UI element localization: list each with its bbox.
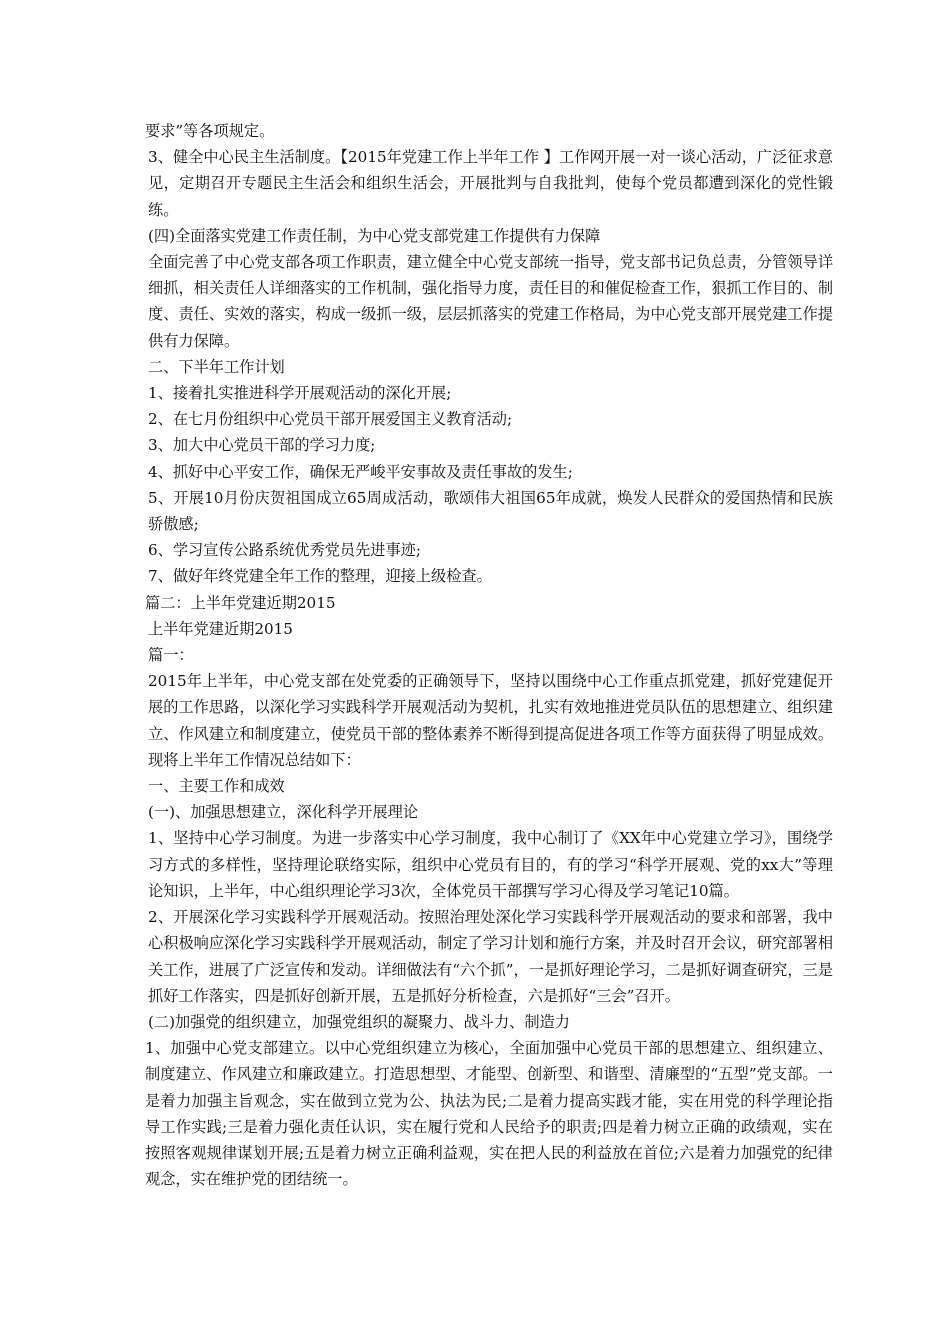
plan-item-3: 3、加大中心党员干部的学习力度; [148,436,376,455]
heading-part-two: 篇二：上半年党建近期2015 [145,593,336,612]
paragraph-responsibility: 全面完善了中心党支部各项工作职责，建立健全中心党支部统一指导，党支部书记负总责，分管领导详细抓，相关责任人详细落实的工作机制，强化指导力度，责任目的和催促检查工作，狠抓工作目的、制度、责任、实效的落实，构成一级抓一级，层层抓落实的党建工作格局，为中心党支部开展党建工作提供有力保障。 [148,253,833,350]
heading-organization: (二)加强党的组织建立，加强党组织的凝聚力、战斗力、制造力 [148,1012,570,1031]
paragraph-practice-activity: 2、开展深化学习实践科学开展观活动。按照治理处深化学习实践科学开展观活动的要求和部署，我中心积极响应深化学习实践科学开展观活动，制定了学习计划和施行方案，并及时召开会议，研究部署相关工作，进展了广泛宣传和发动。详细做法有“六个抓”，一是抓好理论学习，二是抓好调查研究，三是抓好工作落实，四是抓好创新开展，五是抓好分析检查，六是抓好“三会”召开。 [148,908,833,1005]
subtitle-part-two: 上半年党建近期2015 [148,619,293,638]
heading-main-work: 一、主要工作和成效 [148,777,285,796]
heading-part-one: 篇一： [148,646,194,665]
heading-second-half-plan: 二、下半年工作计划 [148,357,285,376]
heading-ideology: (一)、加强思想建立，深化科学开展理论 [148,803,419,822]
paragraph-continuation: 要求”等各项规定。 [145,122,275,140]
plan-item-4: 4、抓好中心平安工作，确保无严峻平安事故及责任事故的发生; [148,462,573,481]
plan-item-2: 2、在七月份组织中心党员干部开展爱国主义教育活动; [148,410,513,429]
plan-item-1: 1、接着扎实推进科学开展观活动的深化开展; [148,384,452,403]
plan-item-7: 7、做好年终党建全年工作的整理，迎接上级检查。 [148,567,492,586]
paragraph-study-system: 1、坚持中心学习制度。为进一步落实中心学习制度，我中心制订了《XX年中心党建立学习》，围绕学习方式的多样性，坚持理论联络实际，组织中心党员有目的，有的学习“科学开展观、党的xx大”等理论知识，上半年，中心组织理论学习3次，全体党员干部撰写学习心得及学习笔记10篇。 [148,829,833,900]
paragraph-intro-2015: 2015年上半年，中心党支部在处党委的正确领导下，坚持以围绕中心工作重点抓党建，抓好党建促开展的工作思路，以深化学习实践科学开展观活动为契机，扎实有效地推进党员队伍的思想建立、组织建立、作风建立和制度建立，使党员干部的整体素养不断得到提高促进各项工作等方面获得了明显成效。现将上半年工作情况总结如下： [148,672,833,769]
document-body [145,118,833,1192]
paragraph-item-3-democratic-life: 3、健全中心民主生活制度。【2015年党建工作上半年工作 】工作网开展一对一谈心活动，广泛征求意见，定期召开专题民主生活会和组织生活会，开展批判与自我批判，使每个党员都遭到深化的党性锻练。 [148,148,833,219]
plan-item-6: 6、学习宣传公路系统优秀党员先进事迹; [148,541,421,560]
paragraph-branch-building: 1、加强中心党支部建立。以中心党组织建立为核心，全面加强中心党员干部的思想建立、组织建立、制度建立、作风建立和廉政建立。打造思想型、才能型、创新型、和谐型、清廉型的“五型”党支部。一是着力加强主旨观念，实在做到立党为公、执法为民;二是着力提高实践才能，实在用党的科学理论指导工作实践;三是着力强化责任认识，实在履行党和人民给予的职责;四是着力树立正确的政绩观，实在按照客观规律谋划开展;五是着力树立正确利益观，实在把人民的利益放在首位;六是着力加强党的纪律观念，实在维护党的团结统一。 [145,1039,833,1189]
plan-item-5: 5、开展10月份庆贺祖国成立65周成活动，歌颂伟大祖国65年成就，焕发人民群众的爱国热情和民族骄傲感; [148,488,833,534]
heading-section-4: (四)全面落实党建工作责任制，为中心党支部党建工作提供有力保障 [148,226,601,245]
